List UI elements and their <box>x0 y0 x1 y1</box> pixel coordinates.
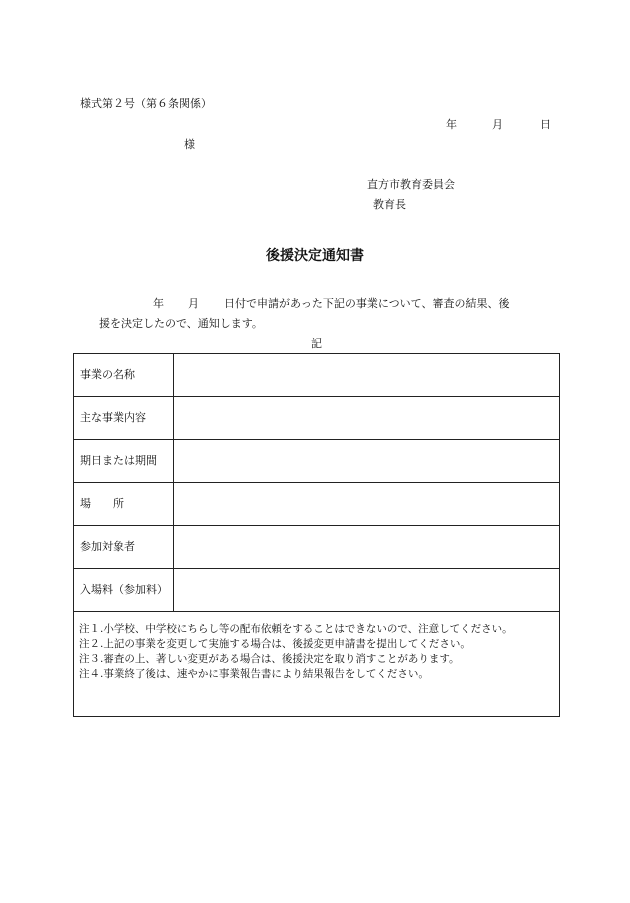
note-2: 注２.上記の事業を変更して実施する場合は、後援変更申請書を提出してください。 <box>79 638 471 650</box>
row-label-event-name: 事業の名称 <box>74 354 174 397</box>
body-month-label: 月 <box>188 297 199 310</box>
note-1: 注１.小学校、中学校にちらし等の配布依頼をすることはできないので、注意してください。 <box>79 623 513 635</box>
body-text-line-1 <box>153 297 509 311</box>
ki-heading: 記 <box>311 337 322 350</box>
body-line1-rest: 日付で申請があった下記の事業について、審査の結果、後 <box>224 297 510 310</box>
row-value-event-name[interactable] <box>174 354 560 397</box>
row-value-admission-fee[interactable] <box>174 569 560 612</box>
issuer-title: 教育長 <box>373 198 406 211</box>
row-value-target-participants[interactable] <box>174 526 560 569</box>
note-4: 注４.事業終了後は、速やかに事業報告書により結果報告をしてください。 <box>79 668 429 680</box>
addressee-suffix: 様 <box>184 138 195 151</box>
table-row <box>74 526 560 569</box>
date-day-label: 日 <box>540 118 551 131</box>
notes-cell <box>74 612 560 717</box>
table-row <box>74 569 560 612</box>
body-year-label: 年 <box>153 297 164 310</box>
table-row <box>74 483 560 526</box>
document-title: 後援決定通知書 <box>266 248 364 264</box>
row-label-venue: 場 所 <box>74 483 174 526</box>
table-row <box>74 440 560 483</box>
row-label-date-period: 期日または期間 <box>74 440 174 483</box>
date-year-label: 年 <box>446 118 457 131</box>
row-value-venue[interactable] <box>174 483 560 526</box>
row-label-admission-fee: 入場料（参加料） <box>74 569 174 612</box>
row-label-target-participants: 参加対象者 <box>74 526 174 569</box>
table-row <box>74 397 560 440</box>
date-line <box>446 118 551 132</box>
date-month-label: 月 <box>492 118 503 131</box>
row-label-main-content: 主な事業内容 <box>74 397 174 440</box>
body-text-line-2: 援を決定したので、通知します。 <box>99 317 263 330</box>
table-row <box>74 354 560 397</box>
notes-row <box>74 612 560 717</box>
row-value-date-period[interactable] <box>174 440 560 483</box>
details-table <box>73 353 560 717</box>
form-number: 様式第２号（第６条関係） <box>80 97 212 110</box>
row-value-main-content[interactable] <box>174 397 560 440</box>
issuer-organization: 直方市教育委員会 <box>367 178 455 191</box>
note-3: 注３.審査の上、著しい変更がある場合は、後援決定を取り消すことがあります。 <box>79 653 460 665</box>
